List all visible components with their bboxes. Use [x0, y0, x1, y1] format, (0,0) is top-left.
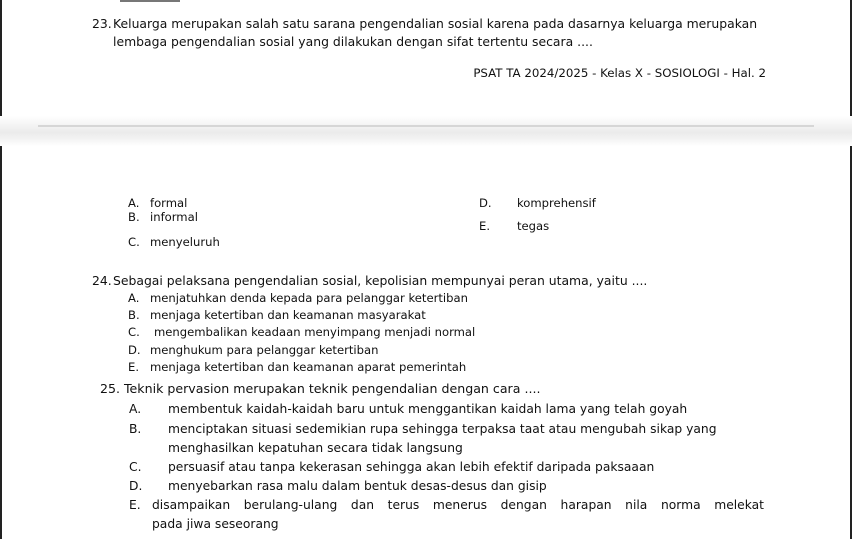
q23-option-b-letter: B. [128, 210, 140, 224]
q25-option-b-text-line1: menciptakan situasi sedemikian rupa sehingga terpaksa taat atau mengubah sikap yang [168, 422, 717, 436]
q24-option-a-letter: A. [128, 291, 140, 305]
q23-option-c-letter: C. [128, 235, 140, 249]
q24-option-a-text: menjatuhkan denda kepada para pelanggar ketertiban [150, 291, 468, 305]
q23-number: 23. [92, 16, 112, 31]
q25-option-d-letter: D. [129, 479, 143, 493]
q25-question: Teknik pervasion merupakan teknik pengendalian dengan cara .... [124, 381, 541, 396]
q25-option-c-letter: C. [129, 460, 142, 474]
q25-option-d-text: menyebarkan rasa malu dalam bentuk desas-desus dan gisip [168, 479, 547, 493]
left-edge [0, 0, 2, 539]
q24-option-e-letter: E. [128, 360, 140, 374]
q25-option-a-text: membentuk kaidah-kaidah baru untuk menggantikan kaidah lama yang telah goyah [168, 402, 688, 416]
q24-option-b-letter: B. [128, 308, 140, 322]
page-footer: PSAT TA 2024/2025 - Kelas X - SOSIOLOGI - Hal. 2 [473, 66, 766, 80]
q23-option-d-letter: D. [479, 196, 492, 210]
q25-option-e-text-line2: pada jiwa seseorang [152, 517, 279, 531]
q24-option-e-text: menjaga ketertiban dan keamanan aparat pemerintah [150, 360, 467, 374]
q23-question-line2: lembaga pengendalian sosial yang dilakukan dengan sifat tertentu secara .... [113, 34, 593, 49]
q25-option-b-text-line2: menghasilkan kepatuhan secara tidak langsung [168, 441, 463, 455]
q24-option-c-letter: C. [128, 325, 140, 339]
q23-option-e-letter: E. [479, 219, 491, 233]
q24-option-d-text: menghukum para pelanggar ketertiban [150, 343, 379, 357]
q25-option-a-letter: A. [129, 402, 142, 416]
q23-option-b-text: informal [150, 210, 198, 224]
q24-option-d-letter: D. [128, 343, 141, 357]
q23-option-a-letter: A. [128, 196, 140, 210]
q24-number: 24. [92, 273, 112, 288]
q23-option-c-text: menyeluruh [150, 235, 220, 249]
q25-option-c-text: persuasif atau tanpa kekerasan sehingga akan lebih efektif daripada paksaaan [168, 460, 655, 474]
q23-option-d-text: komprehensif [517, 196, 596, 210]
q24-option-b-text: menjaga ketertiban dan keamanan masyarakat [150, 308, 426, 322]
q23-option-a-text: formal [150, 196, 188, 210]
q25-number: 25. [100, 381, 121, 396]
page-separator [0, 116, 852, 146]
q25-option-b-letter: B. [129, 422, 142, 436]
q23-option-e-text: tegas [517, 219, 550, 233]
q25-option-e-text-line1: disampaikan berulang-ulang dan terus menerus dengan harapan nila norma melekat [152, 498, 764, 512]
top-marks [120, 0, 180, 2]
q25-option-e-letter: E. [129, 498, 141, 512]
q24-question: Sebagai pelaksana pengendalian sosial, kepolisian mempunyai peran utama, yaitu .... [113, 273, 648, 288]
q23-question-line1: Keluarga merupakan salah satu sarana pengendalian sosial karena pada dasarnya keluarga merupakan [113, 16, 758, 31]
q24-option-c-text: mengembalikan keadaan menyimpang menjadi normal [154, 325, 476, 339]
